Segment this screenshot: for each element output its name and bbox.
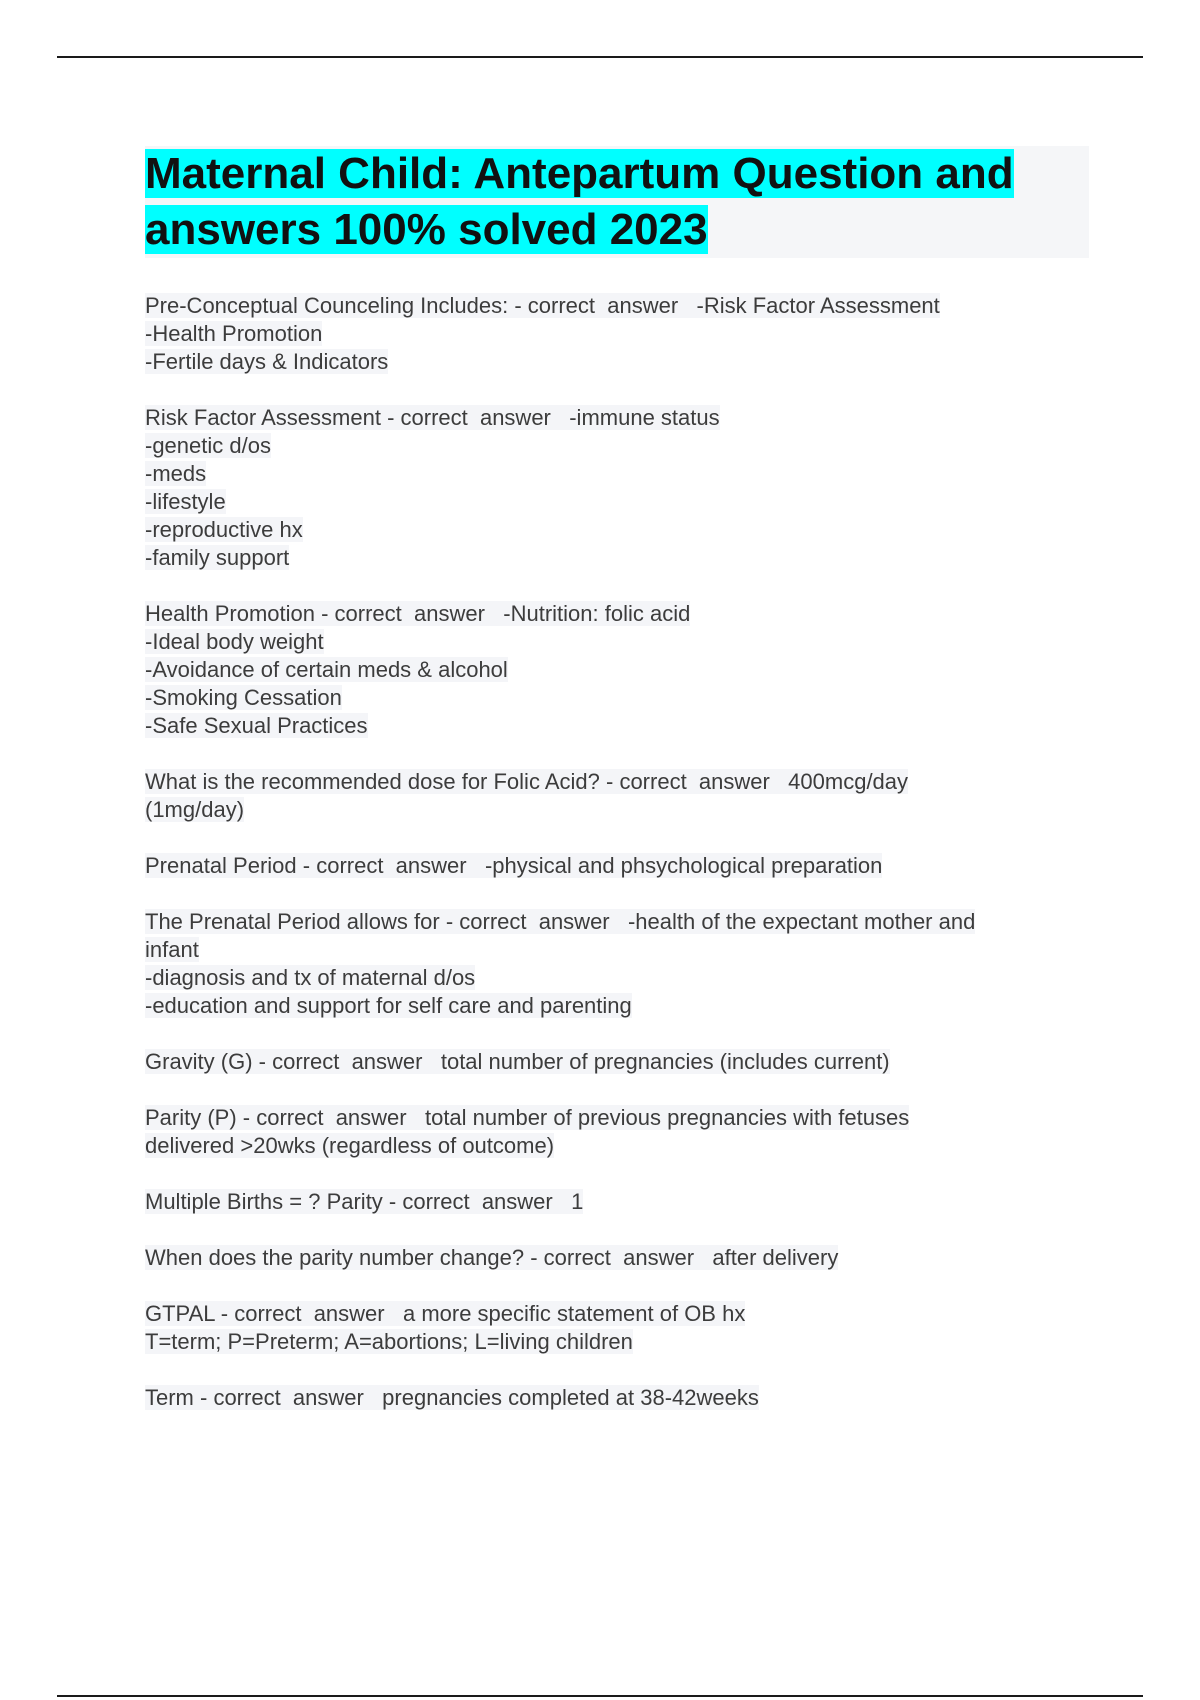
answer-text: total number of pregnancies (includes current) (440, 1049, 890, 1074)
qa-entry (145, 600, 1089, 740)
qa-entry (145, 1188, 1089, 1216)
answer-text: -reproductive hx (145, 517, 303, 542)
qa-first-line (145, 1048, 1089, 1076)
qa-entry (145, 292, 1089, 376)
answer-text: -Nutrition: folic acid (503, 601, 691, 626)
title-block (145, 146, 1089, 258)
answer-line (145, 1132, 1089, 1160)
qa-first-line (145, 600, 1089, 628)
answer-text: (1mg/day) (145, 797, 245, 822)
answer-text: 1 (571, 1189, 584, 1214)
question-text: The Prenatal Period allows for (145, 909, 440, 934)
qa-first-line (145, 292, 1089, 320)
answer-marker: - correct answer (193, 1385, 383, 1410)
qa-first-line (145, 1300, 1089, 1328)
qa-first-line (145, 768, 1089, 796)
qa-entry (145, 404, 1089, 572)
answer-text: -meds (145, 461, 207, 486)
answer-text: T=term; P=Preterm; A=abortions; L=living children (145, 1329, 633, 1354)
question-text: Prenatal Period (145, 853, 297, 878)
answer-text: a more specific statement of OB hx (402, 1301, 746, 1326)
answer-text: -Avoidance of certain meds & alcohol (145, 657, 508, 682)
question-text: Health Promotion (145, 601, 315, 626)
answer-text: -health of the expectant mother and (627, 909, 976, 934)
question-text: When does the parity number change? (145, 1245, 525, 1270)
qa-entry (145, 908, 1089, 1020)
answer-text: -genetic d/os (145, 433, 271, 458)
qa-entry (145, 1048, 1089, 1076)
answer-line (145, 712, 1089, 740)
answer-line (145, 544, 1089, 572)
document-title (145, 146, 1089, 258)
answer-marker: - correct answer (599, 769, 789, 794)
qa-first-line (145, 1384, 1089, 1412)
answer-line (145, 348, 1089, 376)
answer-marker: - correct answer (236, 1105, 425, 1130)
answer-line (145, 488, 1089, 516)
question-text: GTPAL (145, 1301, 215, 1326)
answer-text: -Ideal body weight (145, 629, 324, 654)
answer-text: -Safe Sexual Practices (145, 713, 368, 738)
answer-line (145, 628, 1089, 656)
qa-first-line (145, 404, 1089, 432)
answer-line (145, 796, 1089, 824)
answer-marker: - correct answer (214, 1301, 403, 1326)
qa-first-line (145, 1244, 1089, 1272)
answer-line (145, 656, 1089, 684)
question-text: Risk Factor Assessment (145, 405, 381, 430)
question-text: Pre-Conceptual Counceling Includes: (145, 293, 509, 318)
qa-first-line (145, 1188, 1089, 1216)
answer-text: -Risk Factor Assessment (696, 293, 940, 318)
answer-line (145, 460, 1089, 488)
qa-first-line (145, 1104, 1089, 1132)
answer-line (145, 992, 1089, 1020)
answer-text: -Health Promotion (145, 321, 323, 346)
answer-line (145, 516, 1089, 544)
answer-text: -Fertile days & Indicators (145, 349, 389, 374)
answer-marker: - correct answer (439, 909, 628, 934)
answer-line (145, 320, 1089, 348)
answer-text: pregnancies completed at 38-42weeks (382, 1385, 759, 1410)
answer-line (145, 684, 1089, 712)
qa-entry (145, 1104, 1089, 1160)
answer-marker: - correct answer (296, 853, 485, 878)
qa-entry (145, 1384, 1089, 1412)
answer-text: -immune status (569, 405, 720, 430)
bottom-rule (57, 1695, 1143, 1697)
question-text: Gravity (G) (145, 1049, 253, 1074)
answer-text: -education and support for self care and parenting (145, 993, 632, 1018)
answer-text: delivered >20wks (regardless of outcome) (145, 1133, 555, 1158)
answer-text: -family support (145, 545, 290, 570)
qa-entry (145, 768, 1089, 824)
answer-text: -Smoking Cessation (145, 685, 342, 710)
qa-list (145, 292, 1089, 1412)
answer-marker: - correct answer (252, 1049, 441, 1074)
question-text: Term (145, 1385, 194, 1410)
answer-marker: - correct answer (524, 1245, 713, 1270)
answer-text: total number of previous pregnancies with fetuses (424, 1105, 910, 1130)
answer-line (145, 1328, 1089, 1356)
answer-text: 400mcg/day (788, 769, 909, 794)
qa-first-line (145, 908, 1089, 936)
answer-text: -lifestyle (145, 489, 226, 514)
question-text: What is the recommended dose for Folic Acid? (145, 769, 600, 794)
question-text: Multiple Births = ? Parity (145, 1189, 383, 1214)
answer-text: -physical and phsychological preparation (484, 853, 883, 878)
answer-marker: - correct answer (314, 601, 504, 626)
question-text: Parity (P) (145, 1105, 237, 1130)
answer-line (145, 964, 1089, 992)
document-title-text: Maternal Child: Antepartum Question and answers 100% solved 2023 (145, 149, 1014, 254)
qa-first-line (145, 852, 1089, 880)
answer-line (145, 936, 1089, 964)
answer-marker: - correct answer (380, 405, 570, 430)
qa-entry (145, 1244, 1089, 1272)
document-page (145, 146, 1089, 1440)
answer-marker: - correct answer (382, 1189, 572, 1214)
qa-entry (145, 1300, 1089, 1356)
qa-entry (145, 852, 1089, 880)
top-rule (57, 56, 1143, 58)
answer-text: infant (145, 937, 199, 962)
answer-line (145, 432, 1089, 460)
answer-marker: - correct answer (508, 293, 697, 318)
answer-text: -diagnosis and tx of maternal d/os (145, 965, 476, 990)
answer-text: after delivery (712, 1245, 839, 1270)
